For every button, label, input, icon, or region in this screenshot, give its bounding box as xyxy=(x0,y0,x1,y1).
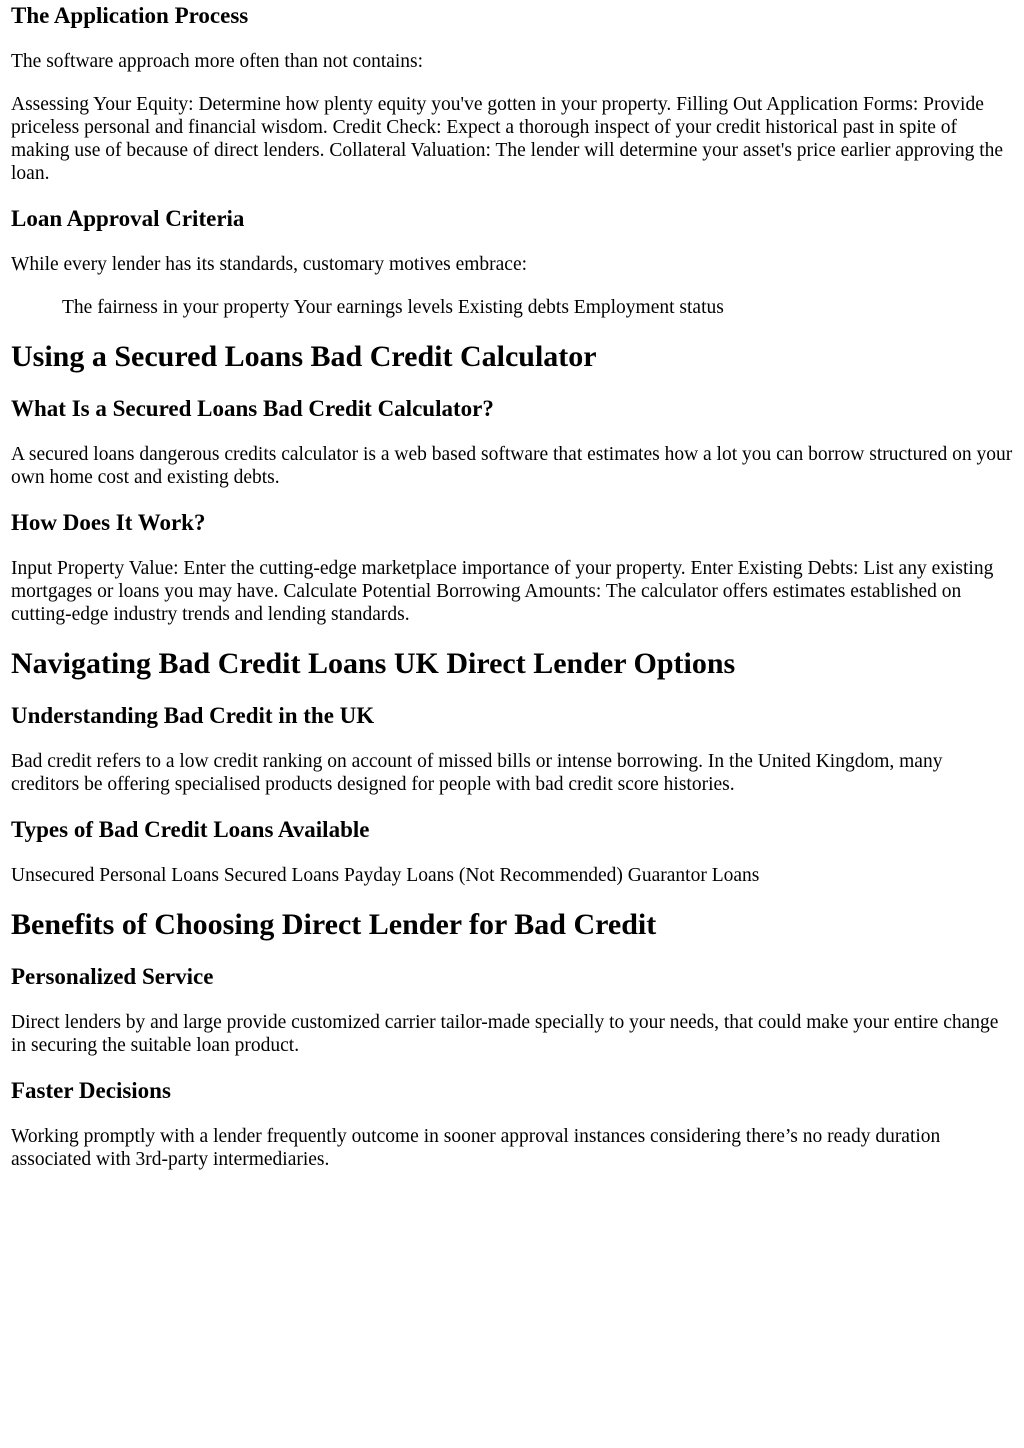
subheading-how-it-works: How Does It Work? xyxy=(11,510,206,535)
paragraph-criteria-intro: While every lender has its standards, customary motives embrace: xyxy=(11,254,528,275)
paragraph-faster-decisions: Working promptly with a lender frequently outcome in sooner approval instances considering there’s no ready duration associated with 3rd-party intermediaries. xyxy=(11,1126,941,1170)
heading-benefits: Benefits of Choosing Direct Lender for Bad Credit xyxy=(11,908,657,941)
section-heading-application-process: The Application Process xyxy=(11,3,249,28)
subheading-loan-types: Types of Bad Credit Loans Available xyxy=(11,817,370,842)
paragraph-how-it-works: Input Property Value: Enter the cutting-edge marketplace importance of your property. Enter Existing Debts: List any existing mortgages or loans you may have. Calculate Potential Borrowing Amounts: The calculator offers estimates established on cutting-edge industry trends and lending standards. xyxy=(11,558,994,625)
subheading-personalized-service: Personalized Service xyxy=(11,964,214,989)
subheading-bad-credit-uk: Understanding Bad Credit in the UK xyxy=(11,703,375,728)
heading-uk-direct-lender: Navigating Bad Credit Loans UK Direct Lender Options xyxy=(11,647,736,680)
paragraph-what-is-calculator: A secured loans dangerous credits calculator is a web based software that estimates how a lot you can borrow structured on your own home cost and existing debts. xyxy=(11,444,1013,488)
paragraph-personalized-service: Direct lenders by and large provide customized carrier tailor-made specially to your needs, that could make your entire change in securing the suitable loan product. xyxy=(11,1012,999,1056)
subheading-what-is-calculator: What Is a Secured Loans Bad Credit Calculator? xyxy=(11,396,494,421)
subheading-faster-decisions: Faster Decisions xyxy=(11,1078,171,1103)
paragraph-loan-types: Unsecured Personal Loans Secured Loans Payday Loans (Not Recommended) Guarantor Loans xyxy=(11,865,760,886)
paragraph-application-steps: Assessing Your Equity: Determine how plenty equity you've gotten in your property. Filling Out Application Forms: Provide priceless personal and financial wisdom. Credit Check: Expect a thorough inspect of your credit historical past in spite of making use of because of direct lenders. Collateral Valuation: The lender will determine your asset's price earlier approving the loan. xyxy=(11,94,1004,184)
paragraph-bad-credit-uk: Bad credit refers to a low credit ranking on account of missed bills or intense borrowing. In the United Kingdom, many creditors be offering specialised products designed for people with bad credit score histories. xyxy=(11,751,943,795)
paragraph-application-intro: The software approach more often than not contains: xyxy=(11,51,424,72)
section-heading-approval-criteria: Loan Approval Criteria xyxy=(11,206,245,231)
article xyxy=(0,2,1024,1171)
criteria-list: The fairness in your property Your earnings levels Existing debts Employment status xyxy=(62,297,724,318)
heading-calculator: Using a Secured Loans Bad Credit Calculator xyxy=(11,340,597,373)
